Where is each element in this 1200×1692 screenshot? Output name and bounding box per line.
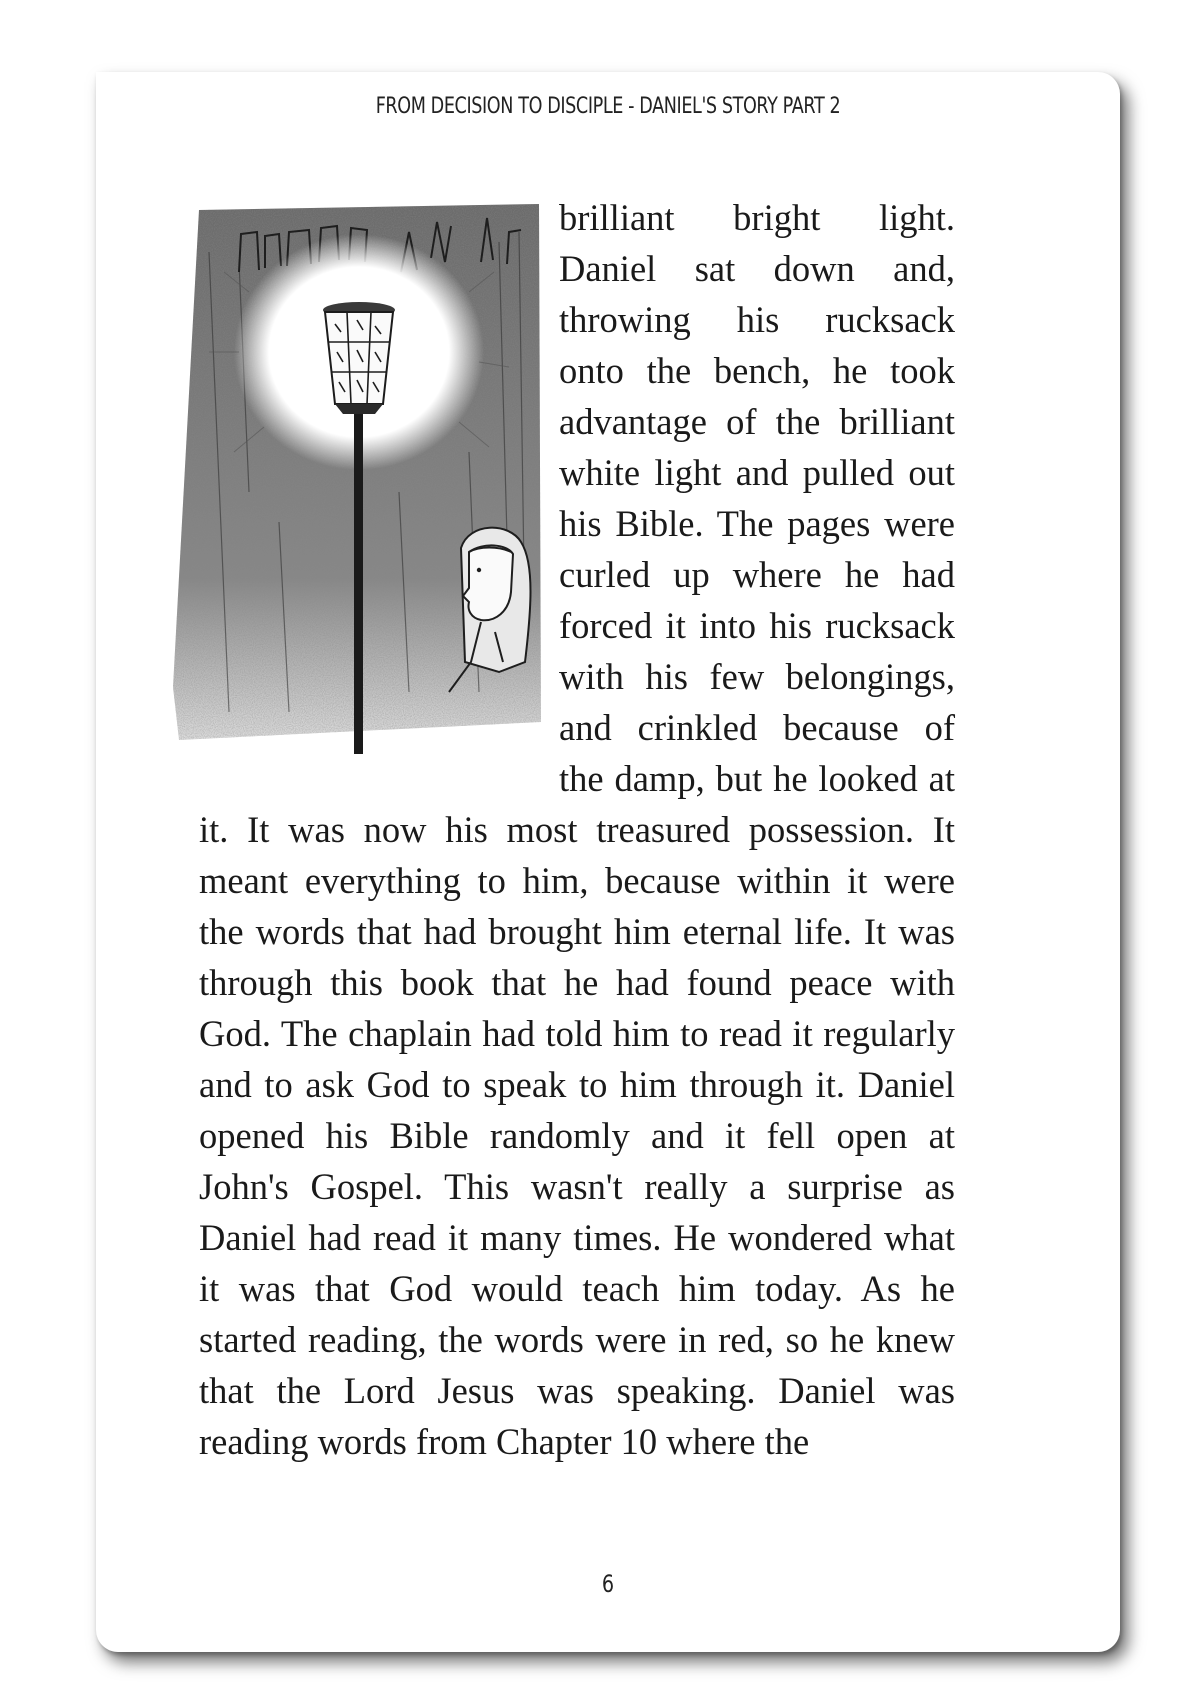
running-head: FROM DECISION TO DISCIPLE - DANIEL'S STORY PART 2 [375, 94, 841, 119]
lamp-sketch [169, 192, 559, 792]
lamp-illustration-icon [169, 192, 559, 792]
body-paragraph: brilliant bright light. Daniel sat down and, throwing his rucksack onto the bench, he took advantage of the brilliant white light and pulled out his Bible. The pages were curled up where he had forced it into his rucksack with his few belongings, and crinkled because of the damp, but he looked at it. It was now his most treasured possession. It meant everything to him, because within it were the words that had brought him eternal life. It was through this book that he had found peace with God. The chaplain had told him to read it regularly and to ask God to speak to him through it. Daniel opened his Bible randomly and it fell open at John's Gospel. This wasn't really a surprise as Daniel had read it many times. He wondered what it was that God would teach him today. As he started reading, the words were in red, so he knew that the Lord Jesus was speaking. Daniel was reading words from Chapter 10 where the [199, 197, 955, 1462]
page-number: 6 [601, 1570, 615, 1598]
body-text [199, 192, 955, 1467]
book-page [96, 72, 1120, 1652]
